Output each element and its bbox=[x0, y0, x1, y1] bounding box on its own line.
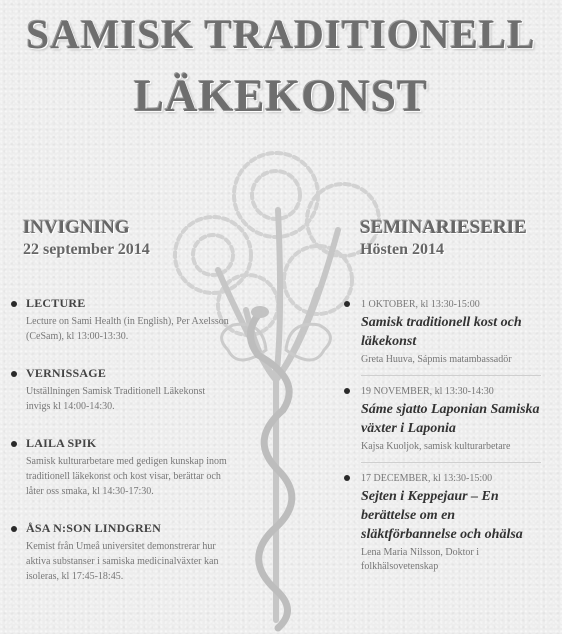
seminar-speaker: Kajsa Kuoljok, samisk kulturarbetare bbox=[361, 441, 511, 452]
program-item bbox=[10, 436, 230, 499]
inauguration-program-list bbox=[10, 296, 230, 606]
bullet-icon bbox=[11, 371, 17, 377]
seminar-date-time: 17 DECEMBER, kl 13:30-15:00 bbox=[361, 473, 493, 484]
seminar-speaker: Lena Maria Nilsson, Doktor i folkhälsovetenskap bbox=[361, 547, 480, 572]
poster-title-line-2: LÄKEKONST bbox=[133, 71, 429, 121]
bullet-icon bbox=[11, 441, 17, 447]
seminar-speaker: Greta Huuva, Sápmis matambassadör bbox=[361, 354, 512, 365]
seminar-item bbox=[344, 385, 554, 454]
seminar-list bbox=[344, 298, 554, 574]
bullet-icon bbox=[344, 388, 350, 394]
program-item-description: Lecture on Sami Health (in English), Per Axelsson (CeSam), kl 13:00-13:30. bbox=[26, 316, 229, 342]
inauguration-heading: INVIGNING bbox=[23, 217, 130, 238]
seminar-item bbox=[344, 472, 554, 574]
seminar-series-heading: SEMINARIESERIE bbox=[360, 217, 527, 238]
program-item bbox=[10, 296, 230, 344]
divider bbox=[361, 375, 541, 376]
program-item bbox=[10, 521, 230, 584]
program-item-description: Samisk kulturarbetare med gedigen kunskap inom traditionell läkekonst och kost visar, berättar och låter oss smaka, kl 14:30-17:30. bbox=[26, 456, 227, 497]
inauguration-date: 22 september 2014 bbox=[23, 241, 150, 258]
program-item-description: Kemist från Umeå universitet demonstrerar hur aktiva substanser i samiska medicinalväxter kan isoleras, kl 17:45-18:45. bbox=[26, 541, 219, 582]
seminar-date-time: 19 NOVEMBER, kl 13:30-14:30 bbox=[361, 386, 494, 397]
program-item-title: ÅSA N:SON LINDGREN bbox=[26, 521, 161, 535]
seminar-date-time: 1 OKTOBER, kl 13:30-15:00 bbox=[361, 299, 480, 310]
divider bbox=[361, 462, 541, 463]
seminar-title: Sáme sjatto Laponian Samiska växter i Laponia bbox=[361, 402, 540, 436]
poster-title-line-1: SAMISK TRADITIONELL bbox=[26, 11, 536, 57]
program-item-title: LAILA SPIK bbox=[26, 436, 97, 450]
program-item bbox=[10, 366, 230, 414]
bullet-icon bbox=[11, 301, 17, 307]
seminar-title: Samisk traditionell kost och läkekonst bbox=[361, 315, 522, 349]
bullet-icon bbox=[344, 475, 350, 481]
program-item-title: VERNISSAGE bbox=[26, 366, 107, 380]
program-item-title: LECTURE bbox=[26, 296, 86, 310]
seminar-title: Sejten i Keppejaur – En berättelse om en släktförbannelse och ohälsa bbox=[361, 489, 523, 542]
bullet-icon bbox=[11, 526, 17, 532]
bullet-icon bbox=[344, 301, 350, 307]
seminar-item bbox=[344, 298, 554, 367]
seminar-series-term: Hösten 2014 bbox=[360, 241, 444, 258]
program-item-description: Utställningen Samisk Traditionell Läkekonst invigs kl 14:00-14:30. bbox=[26, 386, 206, 412]
